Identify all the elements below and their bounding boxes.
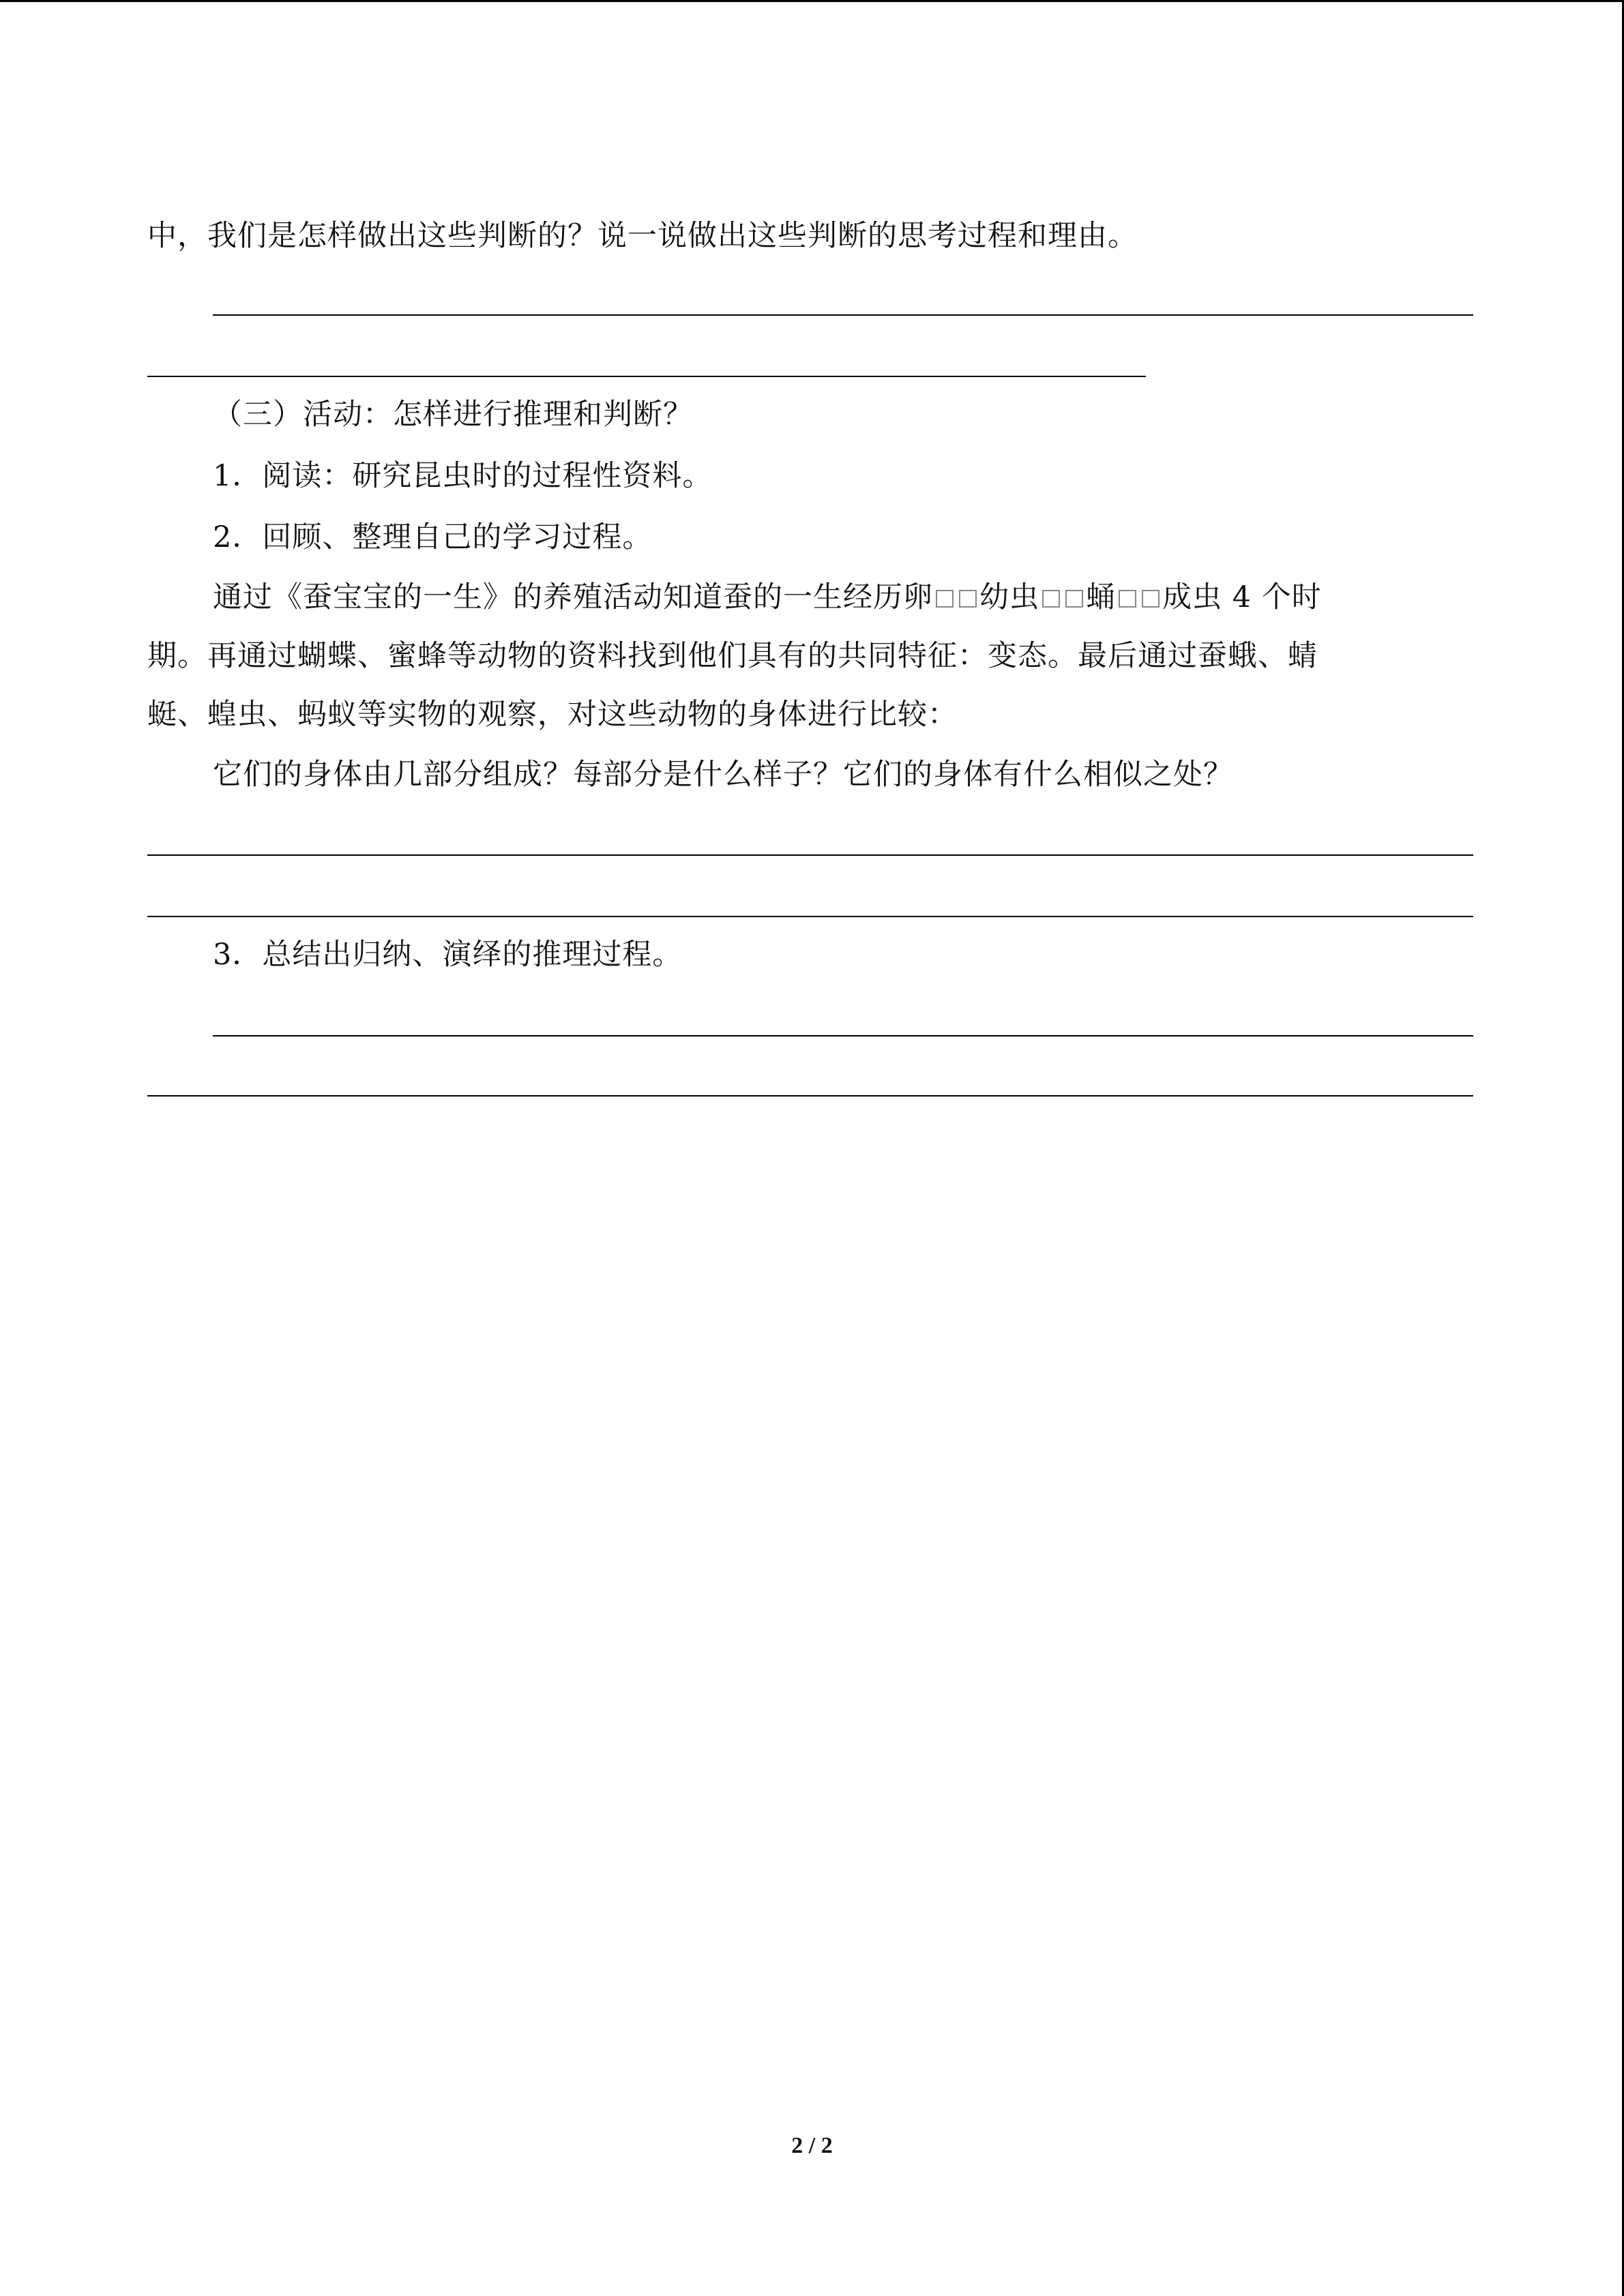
- paragraph-text-start: 通过《蚕宝宝的一生》的养殖活动知道蚕的一生经历卵: [213, 580, 933, 614]
- section-3-heading: （三）活动：怎样进行推理和判断？: [213, 398, 693, 432]
- answer-line-1: [213, 314, 1473, 316]
- answer-line-3: [147, 854, 1473, 856]
- paragraph-text-end: 成虫 4 个时: [1162, 580, 1322, 614]
- item-2-review: 2．回顾、整理自己的学习过程。: [213, 520, 653, 554]
- item-1-reading: 1．阅读：研究昆虫时的过程性资料。: [213, 459, 713, 493]
- answer-line-4: [147, 916, 1473, 917]
- blank-box: [936, 590, 954, 608]
- paragraph-silkworm-line-2: 期。再通过蝴蝶、蜜蜂等动物的资料找到他们具有的共同特征：变态。最后通过蚕蛾、蜻: [147, 639, 1318, 673]
- answer-line-5: [213, 1035, 1473, 1037]
- paragraph-silkworm-line-1: [213, 578, 1322, 616]
- item-3-summary: 3．总结出归纳、演绎的推理过程。: [213, 938, 683, 972]
- page-number: 2 / 2: [791, 2133, 833, 2158]
- blank-box: [1142, 590, 1160, 608]
- body-comparison-question: 它们的身体由几部分组成？每部分是什么样子？它们的身体有什么相似之处？: [213, 758, 1233, 792]
- paragraph-stage-pupa: 蛹: [1086, 580, 1116, 614]
- answer-line-6: [147, 1095, 1473, 1097]
- paragraph-stage-larva: 幼虫: [979, 580, 1039, 614]
- blank-box: [1042, 590, 1060, 608]
- blank-box: [1119, 590, 1136, 608]
- answer-line-2: [147, 376, 1146, 377]
- blank-box: [1065, 590, 1083, 608]
- paragraph-silkworm-line-3: 蜓、蝗虫、蚂蚁等实物的观察，对这些动物的身体进行比较：: [147, 698, 958, 732]
- continued-question-line: 中，我们是怎样做出这些判断的？说一说做出这些判断的思考过程和理由。: [147, 219, 1138, 253]
- blank-box: [959, 590, 977, 608]
